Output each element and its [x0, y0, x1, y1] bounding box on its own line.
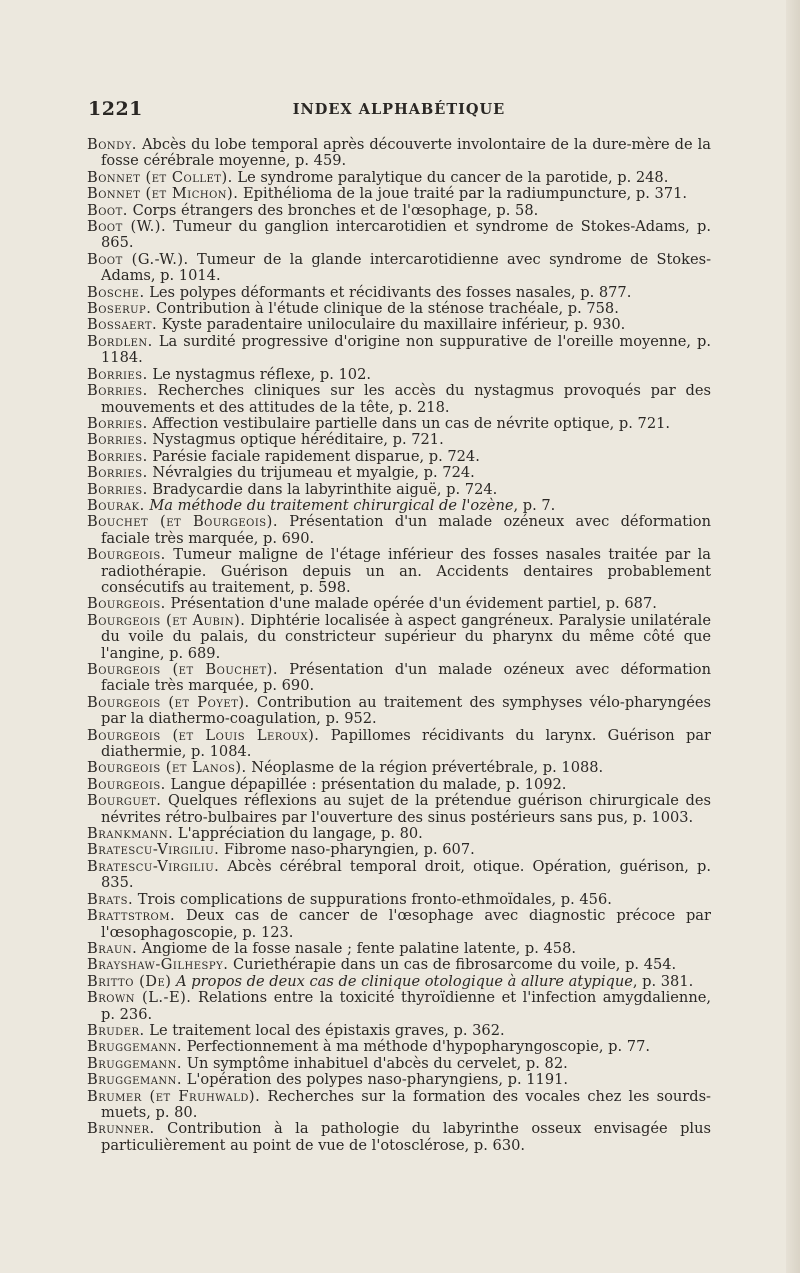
index-entry	[87, 760, 711, 776]
entry-text: Contribution à l'étude clinique de la sténose trachéale, p. 758.	[151, 300, 619, 318]
entry-author: Bourguet.	[87, 792, 162, 810]
index-entry	[87, 449, 711, 465]
entry-text: Tumeur de la glande intercarotidienne avec syndrome de Stokes-Adams, p. 1014.	[101, 250, 711, 285]
entry-text: Deux cas de cancer de l'œsophage avec diagnostic précoce par l'œsophagoscopie, p. 123.	[101, 907, 711, 941]
entry-text: Perfectionnement à ma méthode d'hypopharyngoscopie, p. 77.	[182, 1038, 650, 1056]
entry-text: Epithélioma de la joue traité par la radiumpuncture, p. 371.	[238, 185, 688, 203]
entry-author: Brats.	[87, 890, 134, 908]
entry-text: Les polypes déformants et récidivants des fosses nasales, p. 877.	[144, 283, 632, 301]
index-entry	[87, 728, 711, 761]
entry-text: Le syndrome paralytique du cancer de la parotide, p. 248.	[232, 168, 669, 186]
entry-text: Curiethérapie dans un cas de fibrosarcome du voile, p. 454.	[228, 956, 677, 974]
index-entry	[87, 465, 711, 481]
entry-text: Kyste paradentaire uniloculaire du maxillaire inférieur, p. 930.	[157, 316, 626, 334]
index-entry	[87, 892, 711, 908]
entry-author: Bruggemann.	[87, 1071, 183, 1089]
index-entry	[87, 1039, 711, 1055]
index-entry	[87, 498, 711, 514]
index-entry	[87, 383, 711, 416]
entry-text: Contribution à la pathologie du labyrinthe osseux envisagée plus particulièrement au point de vue de l'otosclérose, p. 630.	[101, 1120, 711, 1154]
index-entry	[87, 219, 711, 252]
page-spine-shadow	[786, 0, 800, 1273]
index-entry	[87, 1089, 711, 1122]
entry-text: Relations entre la toxicité thyroïdienne et l'infection amygdalienne, p. 236.	[101, 989, 711, 1023]
entry-author: Britto (De)	[87, 972, 172, 990]
entry-author: Braun.	[87, 939, 138, 957]
entry-text: Un symptôme inhabituel d'abcès du cervelet, p. 82.	[182, 1054, 568, 1072]
index-entry	[87, 1072, 711, 1088]
index-entry	[87, 974, 711, 990]
index-entry	[87, 547, 711, 596]
index-entry	[87, 334, 711, 367]
header-title: INDEX ALPHABÉTIQUE	[292, 101, 506, 118]
index-entry	[87, 793, 711, 826]
entry-author: Boot (W.).	[87, 218, 167, 236]
index-entry	[87, 957, 711, 973]
entry-text: Affection vestibulaire partielle dans un cas de névrite optique, p. 721.	[147, 414, 671, 432]
entry-text: Angiome de la fosse nasale ; fente palatine latente, p. 458.	[137, 939, 576, 957]
entry-text: , p. 381.	[632, 972, 694, 990]
index-entry	[87, 1023, 711, 1039]
index-entry	[87, 317, 711, 333]
entry-author: Bourgeois.	[87, 546, 166, 564]
index-entry	[87, 1121, 711, 1154]
entry-author: Borries.	[87, 464, 148, 482]
index-entry	[87, 367, 711, 383]
entry-author: Brankmann.	[87, 825, 174, 843]
index-entry	[87, 777, 711, 793]
entry-author: Brown (L.-E).	[87, 989, 192, 1007]
entry-text: Bradycardie dans la labyrinthite aiguë, p. 724.	[147, 480, 498, 498]
entry-author: Brayshaw-Gilhespy.	[87, 956, 229, 974]
running-head	[88, 98, 710, 120]
entry-text: Diphtérie localisée à aspect gangréneux. Paralysie unilatérale du voile du palais, du constricteur supérieur du pharynx du même côté que l'angine, p. 689.	[101, 611, 711, 662]
index-entry	[87, 859, 711, 892]
entry-author: Bonnet (et Michon).	[87, 185, 239, 203]
index-entry	[87, 695, 711, 728]
index-entry	[87, 613, 711, 662]
entry-author: Borries.	[87, 382, 148, 400]
entry-text: Tumeur maligne de l'étage inférieur des fosses nasales traitée par la radiothérapie. Guérison depuis un an. Accidents dentaires probablement consécutifs au traitement, p. 598.	[101, 546, 711, 596]
entry-author: Bourgeois (et Lanos).	[87, 759, 247, 777]
entry-author: Borries.	[87, 480, 148, 498]
entry-author: Borries.	[87, 431, 148, 449]
index-entry	[87, 941, 711, 957]
index-entry	[87, 301, 711, 317]
entry-text: Langue dépapillée : présentation du malade, p. 1092.	[165, 775, 567, 793]
entry-author: Bourak.	[87, 496, 145, 514]
entry-author: Boserup.	[87, 300, 152, 318]
entry-author: Bouchet (et Bourgeois).	[87, 513, 278, 531]
entry-author: Boot.	[87, 201, 128, 219]
entry-author: Bourgeois (et Aubin).	[87, 611, 246, 629]
entry-text: L'appréciation du langage, p. 80.	[173, 825, 423, 843]
entry-author: Brumer (et Fruhwald).	[87, 1087, 261, 1105]
entry-text: La surdité progressive d'origine non suppurative de l'oreille moyenne, p. 1184.	[101, 332, 711, 367]
index-entry	[87, 416, 711, 432]
entry-text: Le traitement local des épistaxis graves, p. 362.	[144, 1021, 505, 1039]
entry-text: , p. 7.	[513, 496, 556, 514]
entry-author: Bosche.	[87, 283, 145, 301]
entry-text: Contribution au traitement des symphyses vélo-pharyngées par la diathermo-coagulation, p. 952.	[101, 693, 711, 728]
entry-text: Tumeur du ganglion intercarotidien et syndrome de Stokes-Adams, p. 865.	[101, 218, 711, 252]
entry-title-italic: Ma méthode du traitement chirurgical de l'ozène	[144, 496, 514, 514]
index-entry	[87, 514, 711, 547]
entry-author: Bruder.	[87, 1021, 145, 1039]
index-entry	[87, 826, 711, 842]
entry-text: Nystagmus optique héréditaire, p. 721.	[147, 431, 444, 449]
entry-text: Corps étrangers des bronches et de l'œsophage, p. 58.	[127, 201, 539, 219]
index-entry	[87, 285, 711, 301]
entry-text: L'opération des polypes naso-pharyngiens, p. 1191.	[182, 1071, 569, 1089]
index-entry	[87, 1056, 711, 1072]
entry-author: Bratescu-Virgiliu.	[87, 857, 220, 875]
entry-text: Présentation d'une malade opérée d'un évidement partiel, p. 687.	[165, 595, 657, 613]
index-entry	[87, 137, 711, 170]
entry-text: Néoplasme de la région prévertébrale, p. 1088.	[246, 759, 604, 777]
index-entry	[87, 170, 711, 186]
entry-text: Névralgies du trijumeau et myalgie, p. 724.	[147, 464, 475, 482]
index-entry	[87, 203, 711, 219]
page-number: 1221	[88, 98, 143, 120]
entry-author: Bourgeois (et Louis Leroux).	[87, 726, 320, 744]
entry-text: Parésie faciale rapidement disparue, p. 724.	[147, 447, 480, 465]
index-entry	[87, 482, 711, 498]
entry-title-italic: A propos de deux cas de clinique otologique à allure atypique	[171, 972, 633, 990]
entry-author: Bossaert.	[87, 316, 158, 334]
entry-author: Borries.	[87, 447, 148, 465]
index-entry	[87, 252, 711, 285]
entry-author: Bondy.	[87, 136, 137, 153]
entry-text: Recherches cliniques sur les accès du nystagmus provoqués par des mouvements et des attitudes de la tête, p. 218.	[101, 382, 711, 416]
entry-author: Borries.	[87, 365, 148, 383]
entry-author: Bordlen.	[87, 332, 153, 350]
index-entry	[87, 908, 711, 941]
index-entry	[87, 842, 711, 858]
entry-text: Abcès cérébral temporal droit, otique. Opération, guérison, p. 835.	[101, 857, 711, 892]
entry-text: Quelques réflexions au sujet de la prétendue guérison chirurgicale des névrites rétro-bulbaires par l'ouverture des sinus postérieurs sans pus, p. 1003.	[101, 792, 711, 826]
entry-author: Bourgeois (et Poyet).	[87, 693, 250, 711]
entry-author: Brattstrom.	[87, 907, 176, 925]
index-entries	[87, 137, 711, 1154]
entry-text: Trois complications de suppurations fronto-ethmoïdales, p. 456.	[133, 890, 612, 908]
entry-author: Brunner.	[87, 1120, 155, 1138]
entry-author: Boot (G.-W.).	[87, 250, 189, 268]
entry-text: Recherches sur la formation des vocales chez les sourds-muets, p. 80.	[101, 1087, 711, 1121]
entry-text: Présentation d'un malade ozéneux avec déformation faciale très marquée, p. 690.	[101, 513, 711, 547]
index-entry	[87, 432, 711, 448]
index-entry	[87, 662, 711, 695]
entry-text: Papillomes récidivants du larynx. Guérison par diathermie, p. 1084.	[101, 726, 711, 761]
entry-text: Présentation d'un malade ozéneux avec déformation faciale très marquée, p. 690.	[101, 661, 711, 695]
entry-text: Abcès du lobe temporal après découverte involontaire de la dure-mère de la fosse cérébrale moyenne, p. 459.	[101, 136, 711, 170]
entry-author: Bruggemann.	[87, 1054, 183, 1072]
entry-author: Bratescu-Virgiliu.	[87, 841, 220, 859]
entry-author: Bourgeois.	[87, 595, 166, 613]
index-entry	[87, 990, 711, 1023]
entry-text: Le nystagmus réflexe, p. 102.	[147, 365, 371, 383]
entry-author: Bruggemann.	[87, 1038, 183, 1056]
entry-author: Borries.	[87, 414, 148, 432]
index-entry	[87, 596, 711, 612]
entry-author: Bourgeois (et Bouchet).	[87, 661, 278, 678]
entry-author: Bonnet (et Collet).	[87, 168, 233, 186]
entry-author: Bourgeois.	[87, 775, 166, 793]
entry-text: Fibrome naso-pharyngien, p. 607.	[219, 841, 475, 859]
index-entry	[87, 186, 711, 202]
